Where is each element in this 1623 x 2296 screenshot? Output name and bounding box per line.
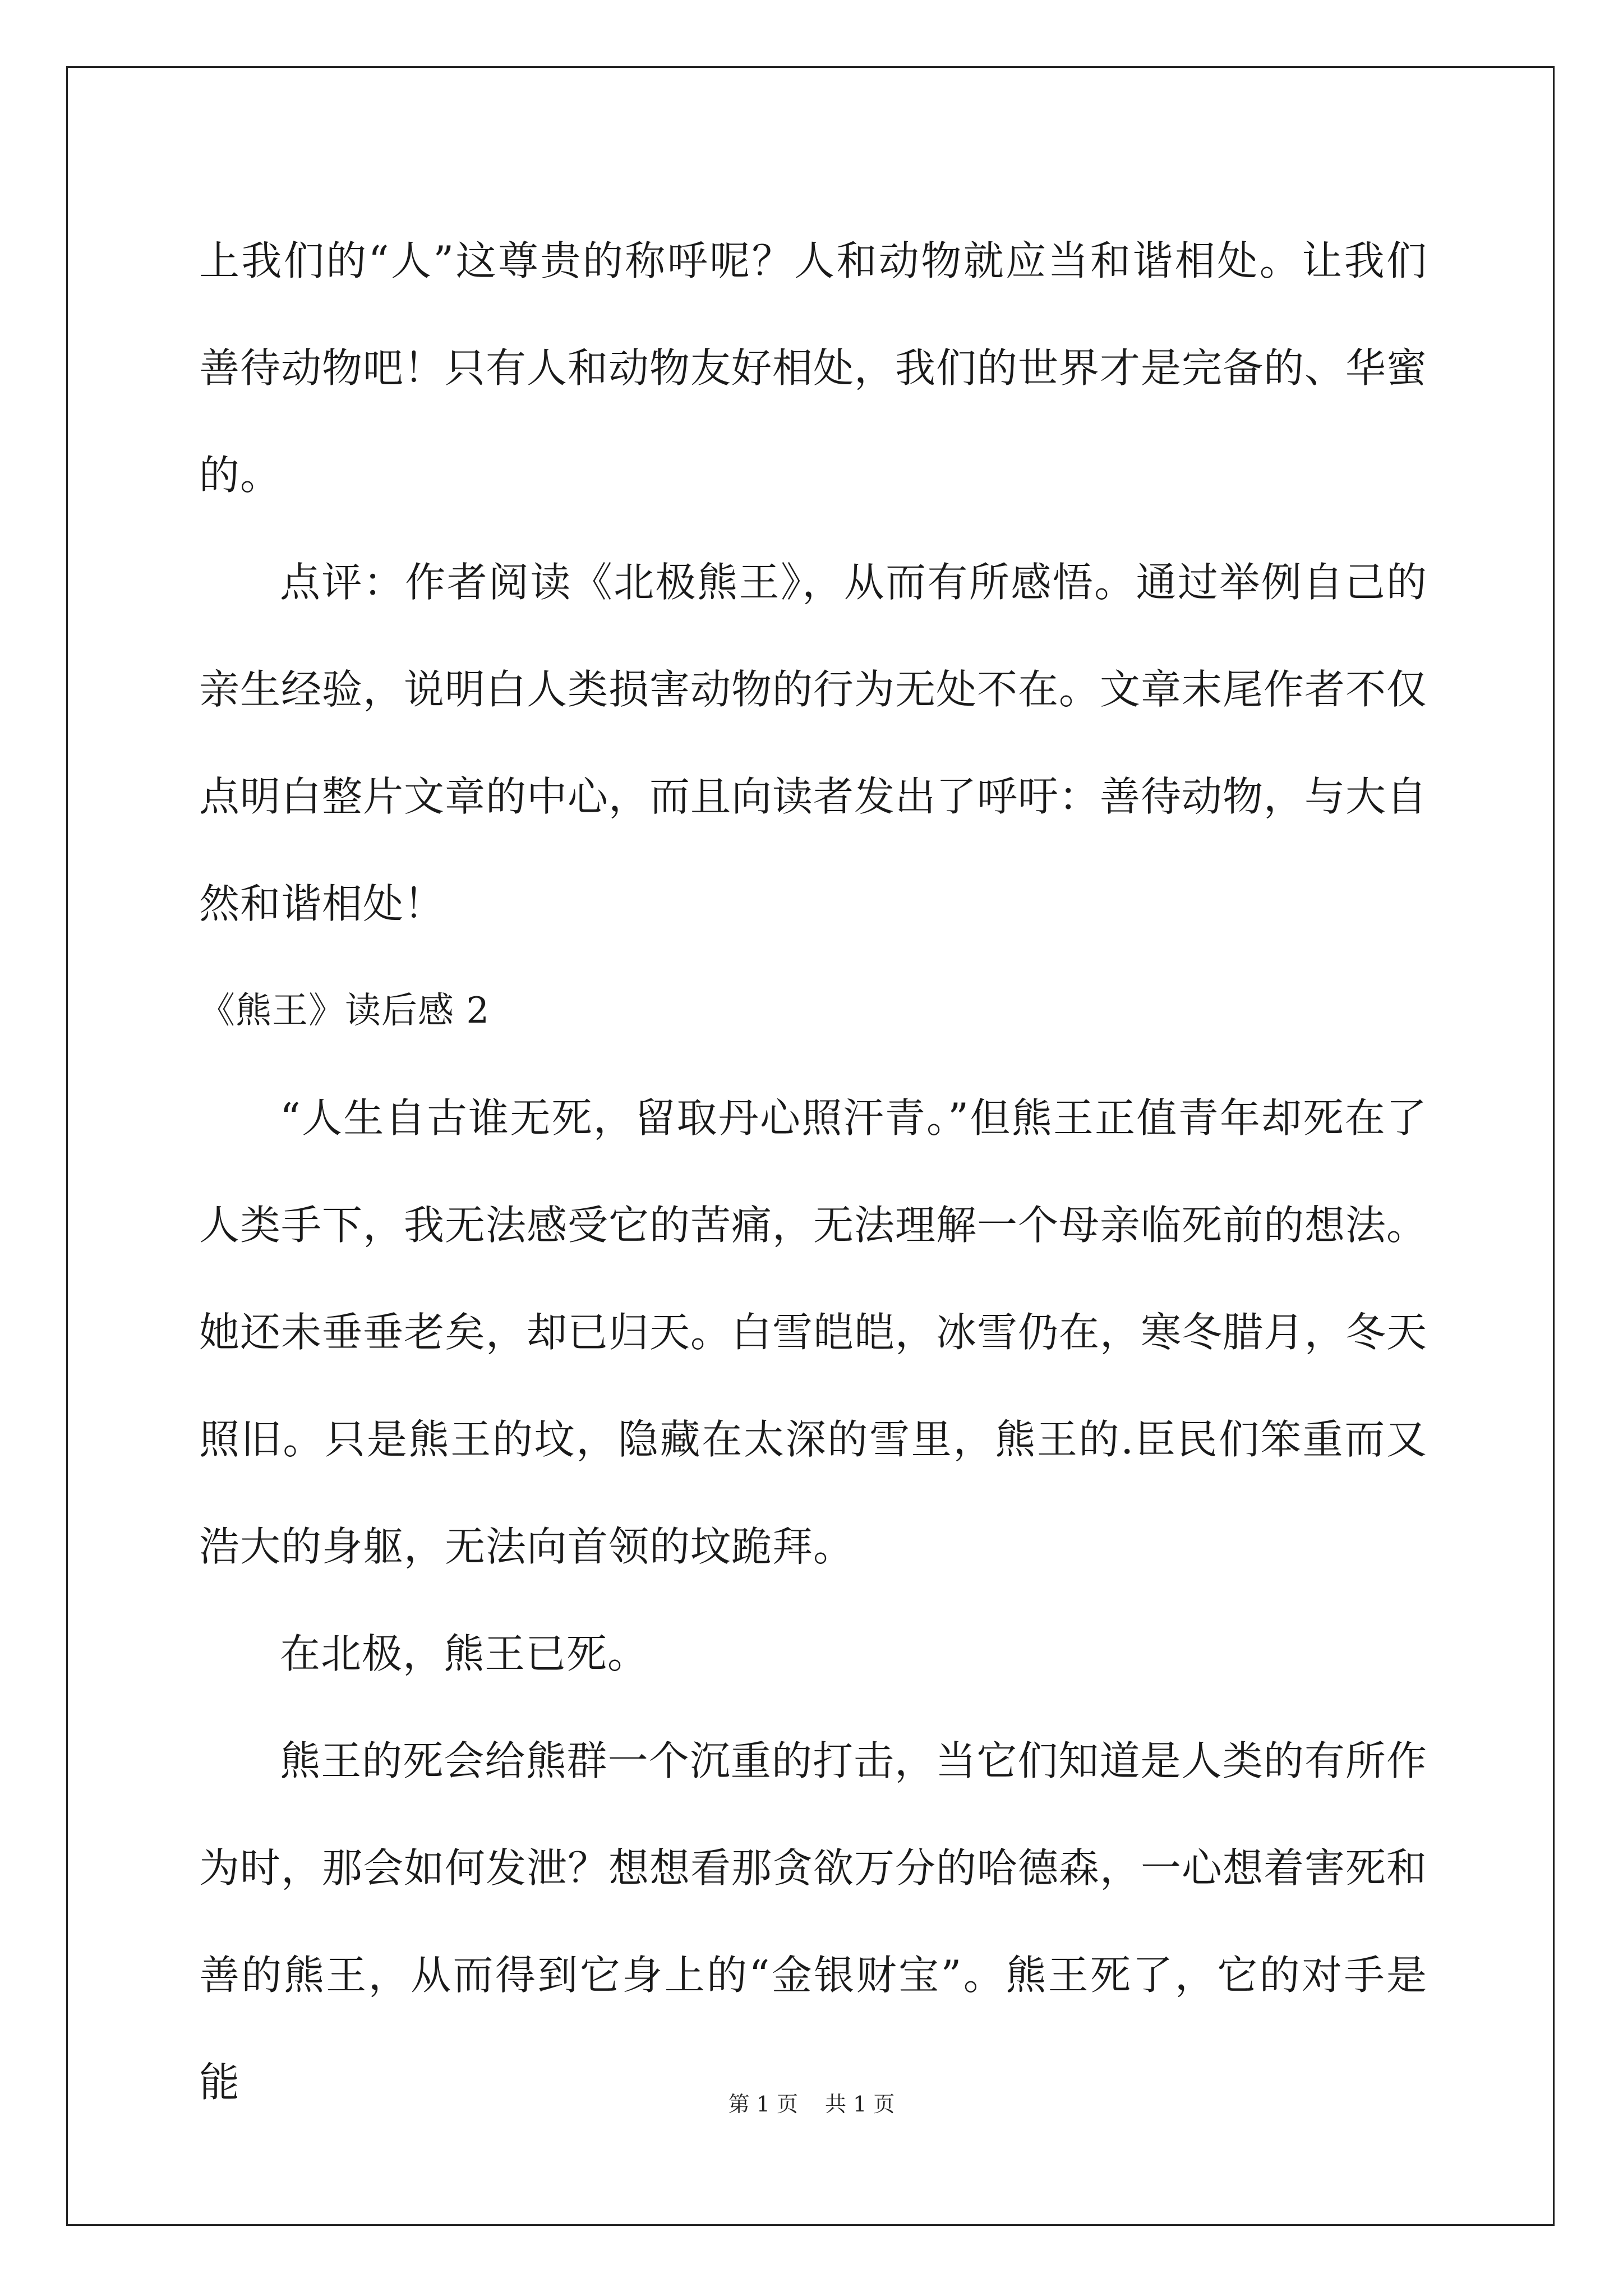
paragraph-1: 上我们的“人”这尊贵的称呼呢？人和动物就应当和谐相处。让我们善待动物吧！只有人和动物友好相处，我们的世界才是完备的、华蜜的。 (199, 237, 1428, 499)
paragraph-5: 熊王的死会给熊群一个沉重的打击，当它们知道是人类的有所作为时，那会如何发泄？想想看那贪欲万分的哈德森，一心想着害死和善的熊王，从而得到它身上的“金银财宝”。熊王死了，它的对手是能 (199, 1737, 1428, 2106)
page-footer (0, 2087, 1623, 2118)
page-total: 共 1 页 (825, 2092, 895, 2116)
section-heading: 《熊王》读后感 2 (199, 990, 490, 1032)
page-number: 第 1 页 (728, 2092, 798, 2116)
document-body (199, 208, 1427, 2136)
paragraph-3: “人生自古谁无死，留取丹心照汗青。”但熊王正值青年却死在了人类手下，我无法感受它的苦痛，无法理解一个母亲临死前的想法。她还未垂垂老矣，却已归天。白雪皑皑，冰雪仍在，寒冬腊月，冬天照旧。只是熊王的坟，隐藏在太深的雪里，熊王的.臣民们笨重而又浩大的身躯，无法向首领的坟跪拜。 (199, 1094, 1428, 1570)
paragraph-review: 点评：作者阅读《北极熊王》，从而有所感悟。通过举例自己的亲生经验，说明白人类损害动物的行为无处不在。文章末尾作者不仅点明白整片文章的中心，而且向读者发出了呼吁：善待动物，与大自然和谐相处！ (199, 559, 1428, 927)
paragraph-4: 在北极，熊王已死。 (280, 1630, 649, 1677)
